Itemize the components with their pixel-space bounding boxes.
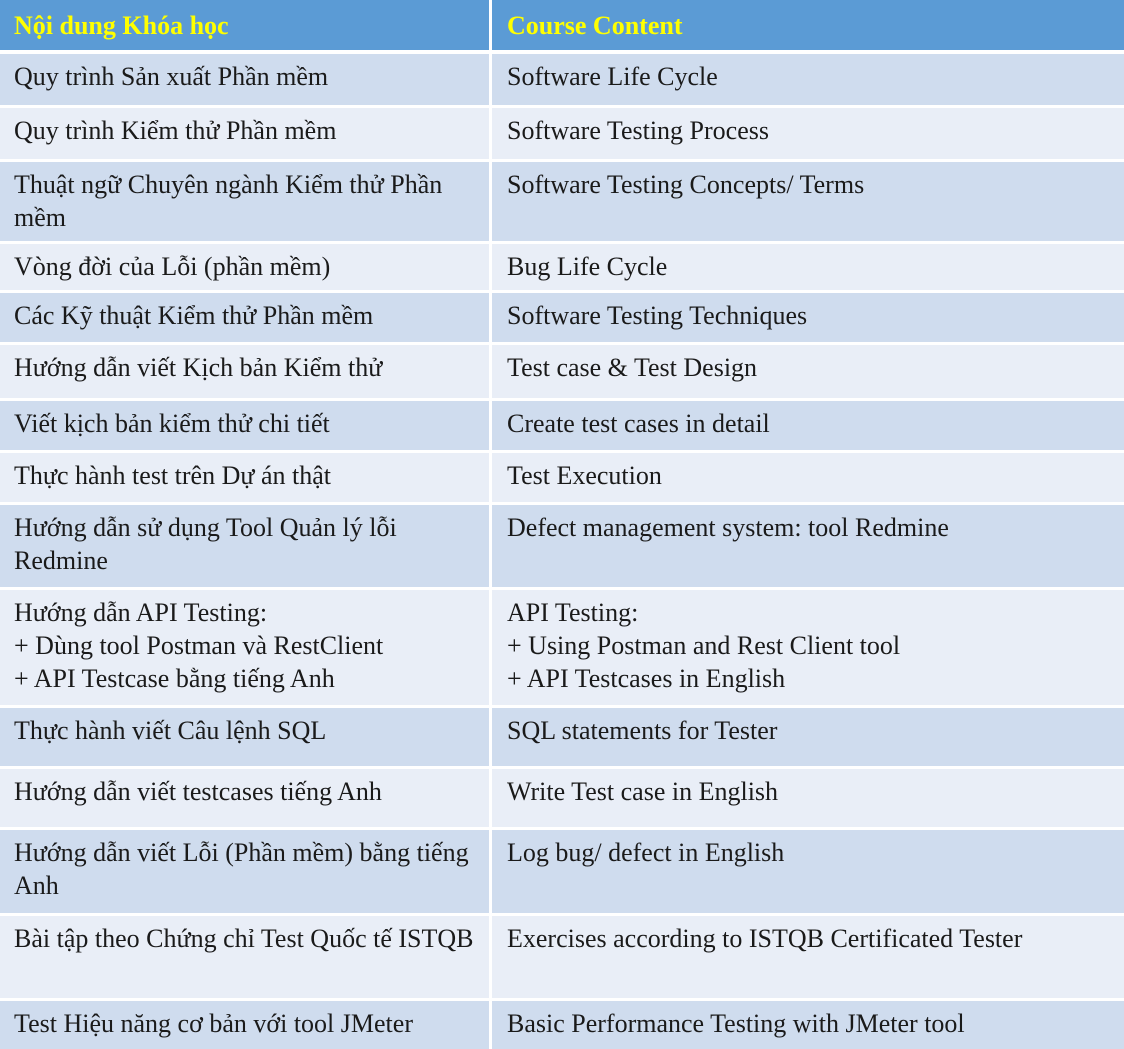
table-row <box>0 1001 1124 1049</box>
table-row <box>0 162 1124 244</box>
cell-vietnamese: Vòng đời của Lỗi (phần mềm) <box>0 244 492 290</box>
cell-vietnamese: Quy trình Sản xuất Phần mềm <box>0 54 492 105</box>
cell-english: Basic Performance Testing with JMeter tool <box>507 1009 965 1038</box>
cell-vietnamese: Hướng dẫn API Testing: + Dùng tool Postman và RestClient + API Testcase bằng tiếng Anh <box>0 590 492 705</box>
cell-vietnamese: Quy trình Kiểm thử Phần mềm <box>0 108 492 159</box>
table-row <box>0 54 1124 108</box>
cell-english: Software Testing Process <box>507 116 769 145</box>
table-row <box>0 401 1124 453</box>
table-row <box>0 505 1124 590</box>
header-cell-vietnamese: Nội dung Khóa học <box>0 0 492 50</box>
cell-vietnamese: Hướng dẫn viết Kịch bản Kiểm thử <box>0 345 492 398</box>
table-row <box>0 345 1124 401</box>
cell-vietnamese: Hướng dẫn sử dụng Tool Quản lý lỗi Redmine <box>0 505 492 587</box>
table-row <box>0 590 1124 708</box>
table-row <box>0 244 1124 293</box>
cell-english: Test case & Test Design <box>507 353 758 382</box>
cell-english: Defect management system: tool Redmine <box>507 513 949 542</box>
table-row <box>0 453 1124 505</box>
cell-vietnamese: Test Hiệu năng cơ bản với tool JMeter <box>0 1001 492 1049</box>
cell-english: Exercises according to ISTQB Certificated Tester <box>507 924 1023 953</box>
cell-english: Test Execution <box>507 461 662 490</box>
cell-english: Log bug/ defect in English <box>507 838 785 867</box>
cell-vietnamese: Viết kịch bản kiểm thử chi tiết <box>0 401 492 450</box>
cell-english: Software Testing Concepts/ Terms <box>507 170 865 199</box>
cell-vietnamese: Các Kỹ thuật Kiểm thử Phần mềm <box>0 293 492 342</box>
cell-english: Software Testing Techniques <box>507 301 808 330</box>
cell-vietnamese: Thực hành viết Câu lệnh SQL <box>0 708 492 766</box>
table-row <box>0 830 1124 916</box>
cell-vietnamese: Thực hành test trên Dự án thật <box>0 453 492 502</box>
table-row <box>0 916 1124 1001</box>
cell-english: API Testing: + Using Postman and Rest Client tool + API Testcases in English <box>507 598 901 693</box>
cell-vietnamese: Hướng dẫn viết testcases tiếng Anh <box>0 769 492 827</box>
cell-english: Bug Life Cycle <box>507 252 668 281</box>
table-header-row <box>0 0 1124 54</box>
table-row <box>0 708 1124 769</box>
cell-english: Write Test case in English <box>507 777 779 806</box>
cell-vietnamese: Hướng dẫn viết Lỗi (Phần mềm) bằng tiếng Anh <box>0 830 492 913</box>
cell-vietnamese: Bài tập theo Chứng chỉ Test Quốc tế ISTQB <box>0 916 492 998</box>
table-row <box>0 108 1124 162</box>
header-cell-english: Course Content <box>507 11 683 40</box>
table-row <box>0 769 1124 830</box>
cell-english: SQL statements for Tester <box>507 716 778 745</box>
cell-english: Software Life Cycle <box>507 62 718 91</box>
cell-english: Create test cases in detail <box>507 409 770 438</box>
table-row <box>0 293 1124 345</box>
cell-vietnamese: Thuật ngữ Chuyên ngành Kiểm thử Phần mềm <box>0 162 492 241</box>
